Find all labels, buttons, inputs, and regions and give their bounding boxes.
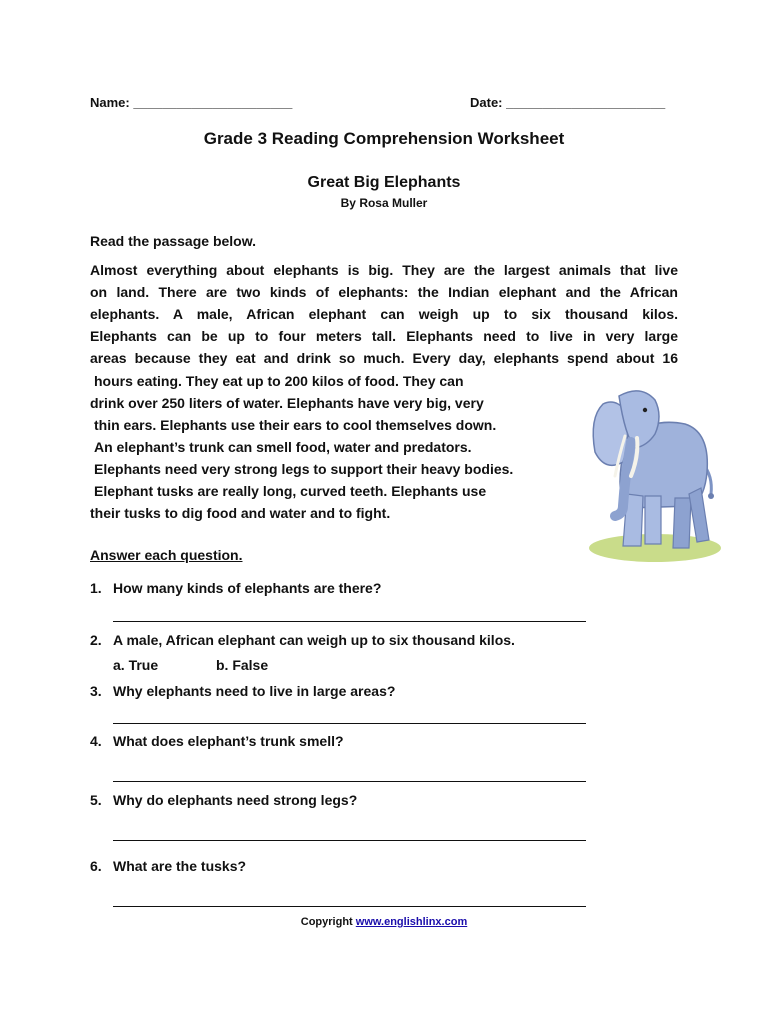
- date-field-label: Date: ______________________: [470, 95, 666, 110]
- name-field-label: Name: ______________________: [90, 95, 293, 110]
- question-text: What does elephant’s trunk smell?: [113, 733, 344, 749]
- copyright-label: Copyright: [300, 916, 353, 928]
- question-text: A male, African elephant can weigh up to six thousand kilos.: [113, 632, 515, 648]
- question-number: 4.: [90, 733, 102, 749]
- answer-line-1[interactable]: [113, 621, 586, 622]
- englishlinx-link[interactable]: www.englishlinx.com: [355, 916, 468, 928]
- question-5: [90, 792, 357, 808]
- passage-line: areas because they eat and drink so much. Every day, elephants spend about 16: [90, 350, 678, 366]
- option-a-true[interactable]: a. True: [113, 657, 159, 673]
- worksheet-title: Grade 3 Reading Comprehension Worksheet: [203, 129, 565, 148]
- question-text: What are the tusks?: [113, 858, 247, 874]
- question-text: How many kinds of elephants are there?: [113, 580, 382, 596]
- passage-line: hours eating. They eat up to 200 kilos of food. They can: [94, 373, 464, 389]
- question-3: [90, 683, 395, 699]
- question-text: Why do elephants need strong legs?: [113, 792, 358, 808]
- passage-line: Almost everything about elephants is big. They are the largest animals that live: [90, 262, 678, 278]
- story-author: By Rosa Muller: [340, 196, 428, 210]
- elephant-illustration: [585, 376, 725, 566]
- answer-line-6[interactable]: [113, 906, 586, 907]
- question-text: Why elephants need to live in large areas?: [113, 683, 396, 699]
- question-number: 2.: [90, 632, 102, 648]
- question-2: [90, 632, 515, 648]
- question-number: 6.: [90, 858, 102, 874]
- passage-line: elephants. A male, African elephant can weigh up to six thousand kilos.: [90, 306, 678, 322]
- passage-line: Elephant tusks are really long, curved teeth. Elephants use: [94, 483, 487, 499]
- passage-line: thin ears. Elephants use their ears to cool themselves down.: [94, 417, 497, 433]
- passage-line: on land. There are two kinds of elephants: the Indian elephant and the African: [90, 284, 678, 300]
- option-b-false[interactable]: b. False: [216, 657, 269, 673]
- question-1: [90, 580, 381, 596]
- passage-line: their tusks to dig food and water and to fight.: [90, 505, 391, 521]
- story-title: Great Big Elephants: [307, 174, 461, 191]
- question-number: 3.: [90, 683, 102, 699]
- answer-line-3[interactable]: [113, 723, 586, 724]
- question-4: [90, 733, 344, 749]
- question-number: 1.: [90, 580, 102, 596]
- answer-line-4[interactable]: [113, 781, 586, 782]
- copyright-footer: [0, 916, 768, 928]
- passage-instruction: Read the passage below.: [90, 233, 256, 249]
- question-6: [90, 858, 246, 874]
- passage-line: An elephant’s trunk can smell food, water and predators.: [94, 439, 472, 455]
- passage-line: drink over 250 liters of water. Elephants have very big, very: [90, 395, 484, 411]
- passage-line: Elephants need very strong legs to support their heavy bodies.: [94, 461, 514, 477]
- passage-line: Elephants can be up to four meters tall. Elephants need to live in very large: [90, 328, 678, 344]
- question-number: 5.: [90, 792, 102, 808]
- questions-heading: Answer each question.: [90, 547, 243, 563]
- answer-line-5[interactable]: [113, 840, 586, 841]
